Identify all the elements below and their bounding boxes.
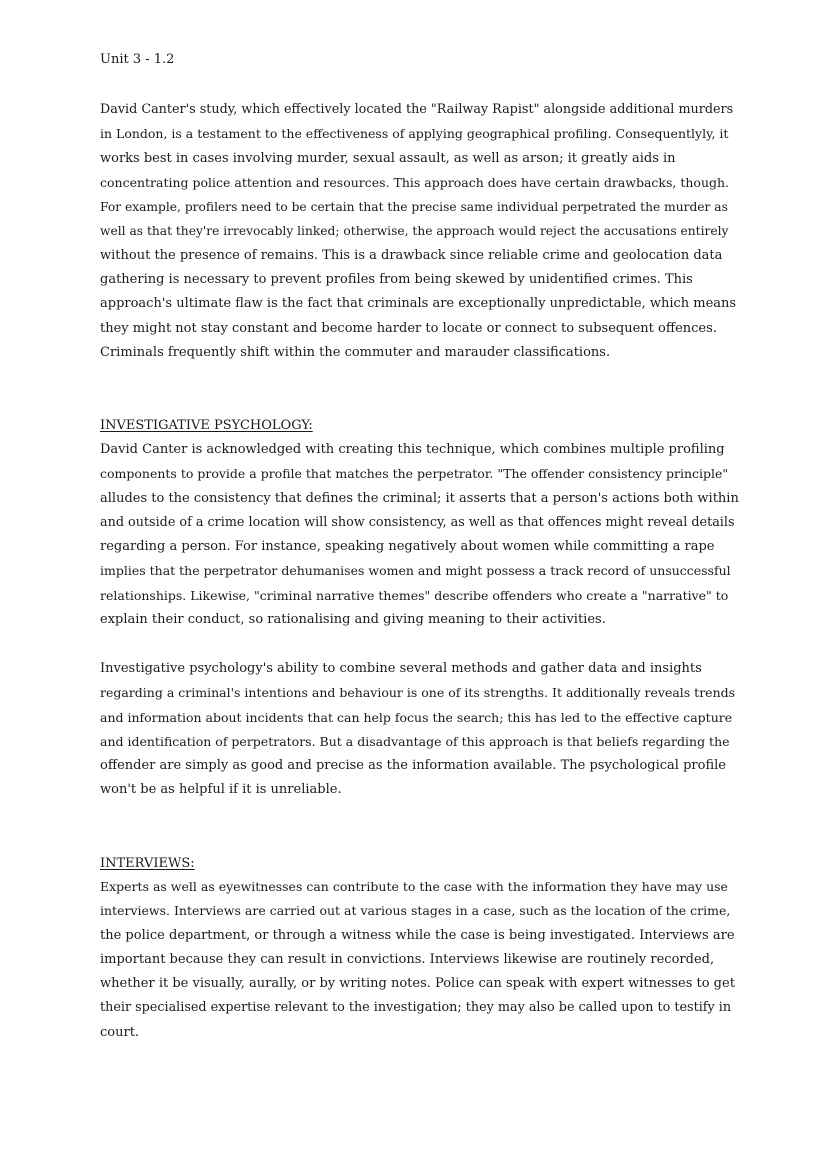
text-line: approach's ultimate flaw is the fact that criminals are exceptionally unpredictable, which means [100,296,737,312]
text-line: Experts as well as eyewitnesses can contribute to the case with the information they have may use [100,879,728,894]
paragraph-investigative-psychology [100,438,740,632]
text-line: and outside of a crime location will show consistency, as well as that offences might reveal details [100,514,735,530]
text-line: and information about incidents that can help focus the search; this has led to the effective capture [100,709,733,725]
text-line: the police department, or through a witness while the case is being investigated. Interviews are [100,927,735,943]
text-line: implies that the perpetrator dehumanises women and might possess a track record of unsuccessful [100,563,731,579]
text-line: concentrating police attention and resources. This approach does have certain drawbacks, though. [100,174,730,190]
text-line: David Canter is acknowledged with creating this technique, which combines multiple profiling [100,442,725,457]
text-line: For example, profilers need to be certain that the precise same individual perpetrated the murder as [100,200,728,215]
text-line: offender are simply as good and precise as the information available. The psychological profile [100,758,726,774]
text-line: regarding a person. For instance, speaking negatively about women while committing a rape [100,539,715,555]
text-line: relationships. Likewise, "criminal narrative themes" describe offenders who create a "narrative" to [100,587,729,603]
text-line: their specialised expertise relevant to the investigation; they may also be called upon to testify in [100,1000,732,1016]
text-line: Investigative psychology's ability to combine several methods and gather data and insights [100,661,702,676]
text-line: gathering is necessary to prevent profiles from being skewed by unidentified crimes. This [100,272,693,288]
text-line: components to provide a profile that matches the perpetrator. "The offender consistency principle" [100,466,729,482]
text-line: important because they can result in convictions. Interviews likewise are routinely recorded, [100,951,715,967]
text-line: explain their conduct, so rationalising and giving meaning to their activities. [100,612,606,628]
text-line: regarding a criminal's intentions and behaviour is one of its strengths. It additionally reveals trends [100,685,736,701]
text-line: whether it be visually, aurally, or by writing notes. Police can speak with expert witnesses to get [100,976,735,992]
section-heading-interviews: INTERVIEWS: [100,856,195,871]
paragraph-investigative-strengths [100,657,740,803]
paragraph-geographical-profiling [100,98,740,365]
text-line: works best in cases involving murder, sexual assault, as well as arson; it greatly aids in [100,150,676,166]
text-line: without the presence of remains. This is a drawback since reliable crime and geolocation data [100,247,723,263]
text-line: Criminals frequently shift within the commuter and marauder classifications. [100,344,611,360]
text-line: won't be as helpful if it is unreliable. [100,782,342,798]
page-header: Unit 3 - 1.2 [100,52,175,67]
text-line: alludes to the consistency that defines the criminal; it asserts that a person's actions both within [100,490,739,506]
text-line: and identification of perpetrators. But a disadvantage of this approach is that beliefs regarding the [100,733,730,749]
text-line: David Canter's study, which effectively located the "Railway Rapist" alongside additional murders [100,102,734,117]
text-line: interviews. Interviews are carried out at various stages in a case, such as the location of the crime, [100,903,731,919]
section-heading-investigative-psychology: INVESTIGATIVE PSYCHOLOGY: [100,418,313,433]
text-line: court. [100,1024,140,1040]
paragraph-interviews [100,875,740,1045]
text-line: in London, is a testament to the effectiveness of applying geographical profiling. Consequentlyly, it [100,126,729,142]
text-line: well as that they're irrevocably linked; otherwise, the approach would reject the accusations entirely [100,224,729,239]
text-line: they might not stay constant and become harder to locate or connect to subsequent offences. [100,320,717,336]
